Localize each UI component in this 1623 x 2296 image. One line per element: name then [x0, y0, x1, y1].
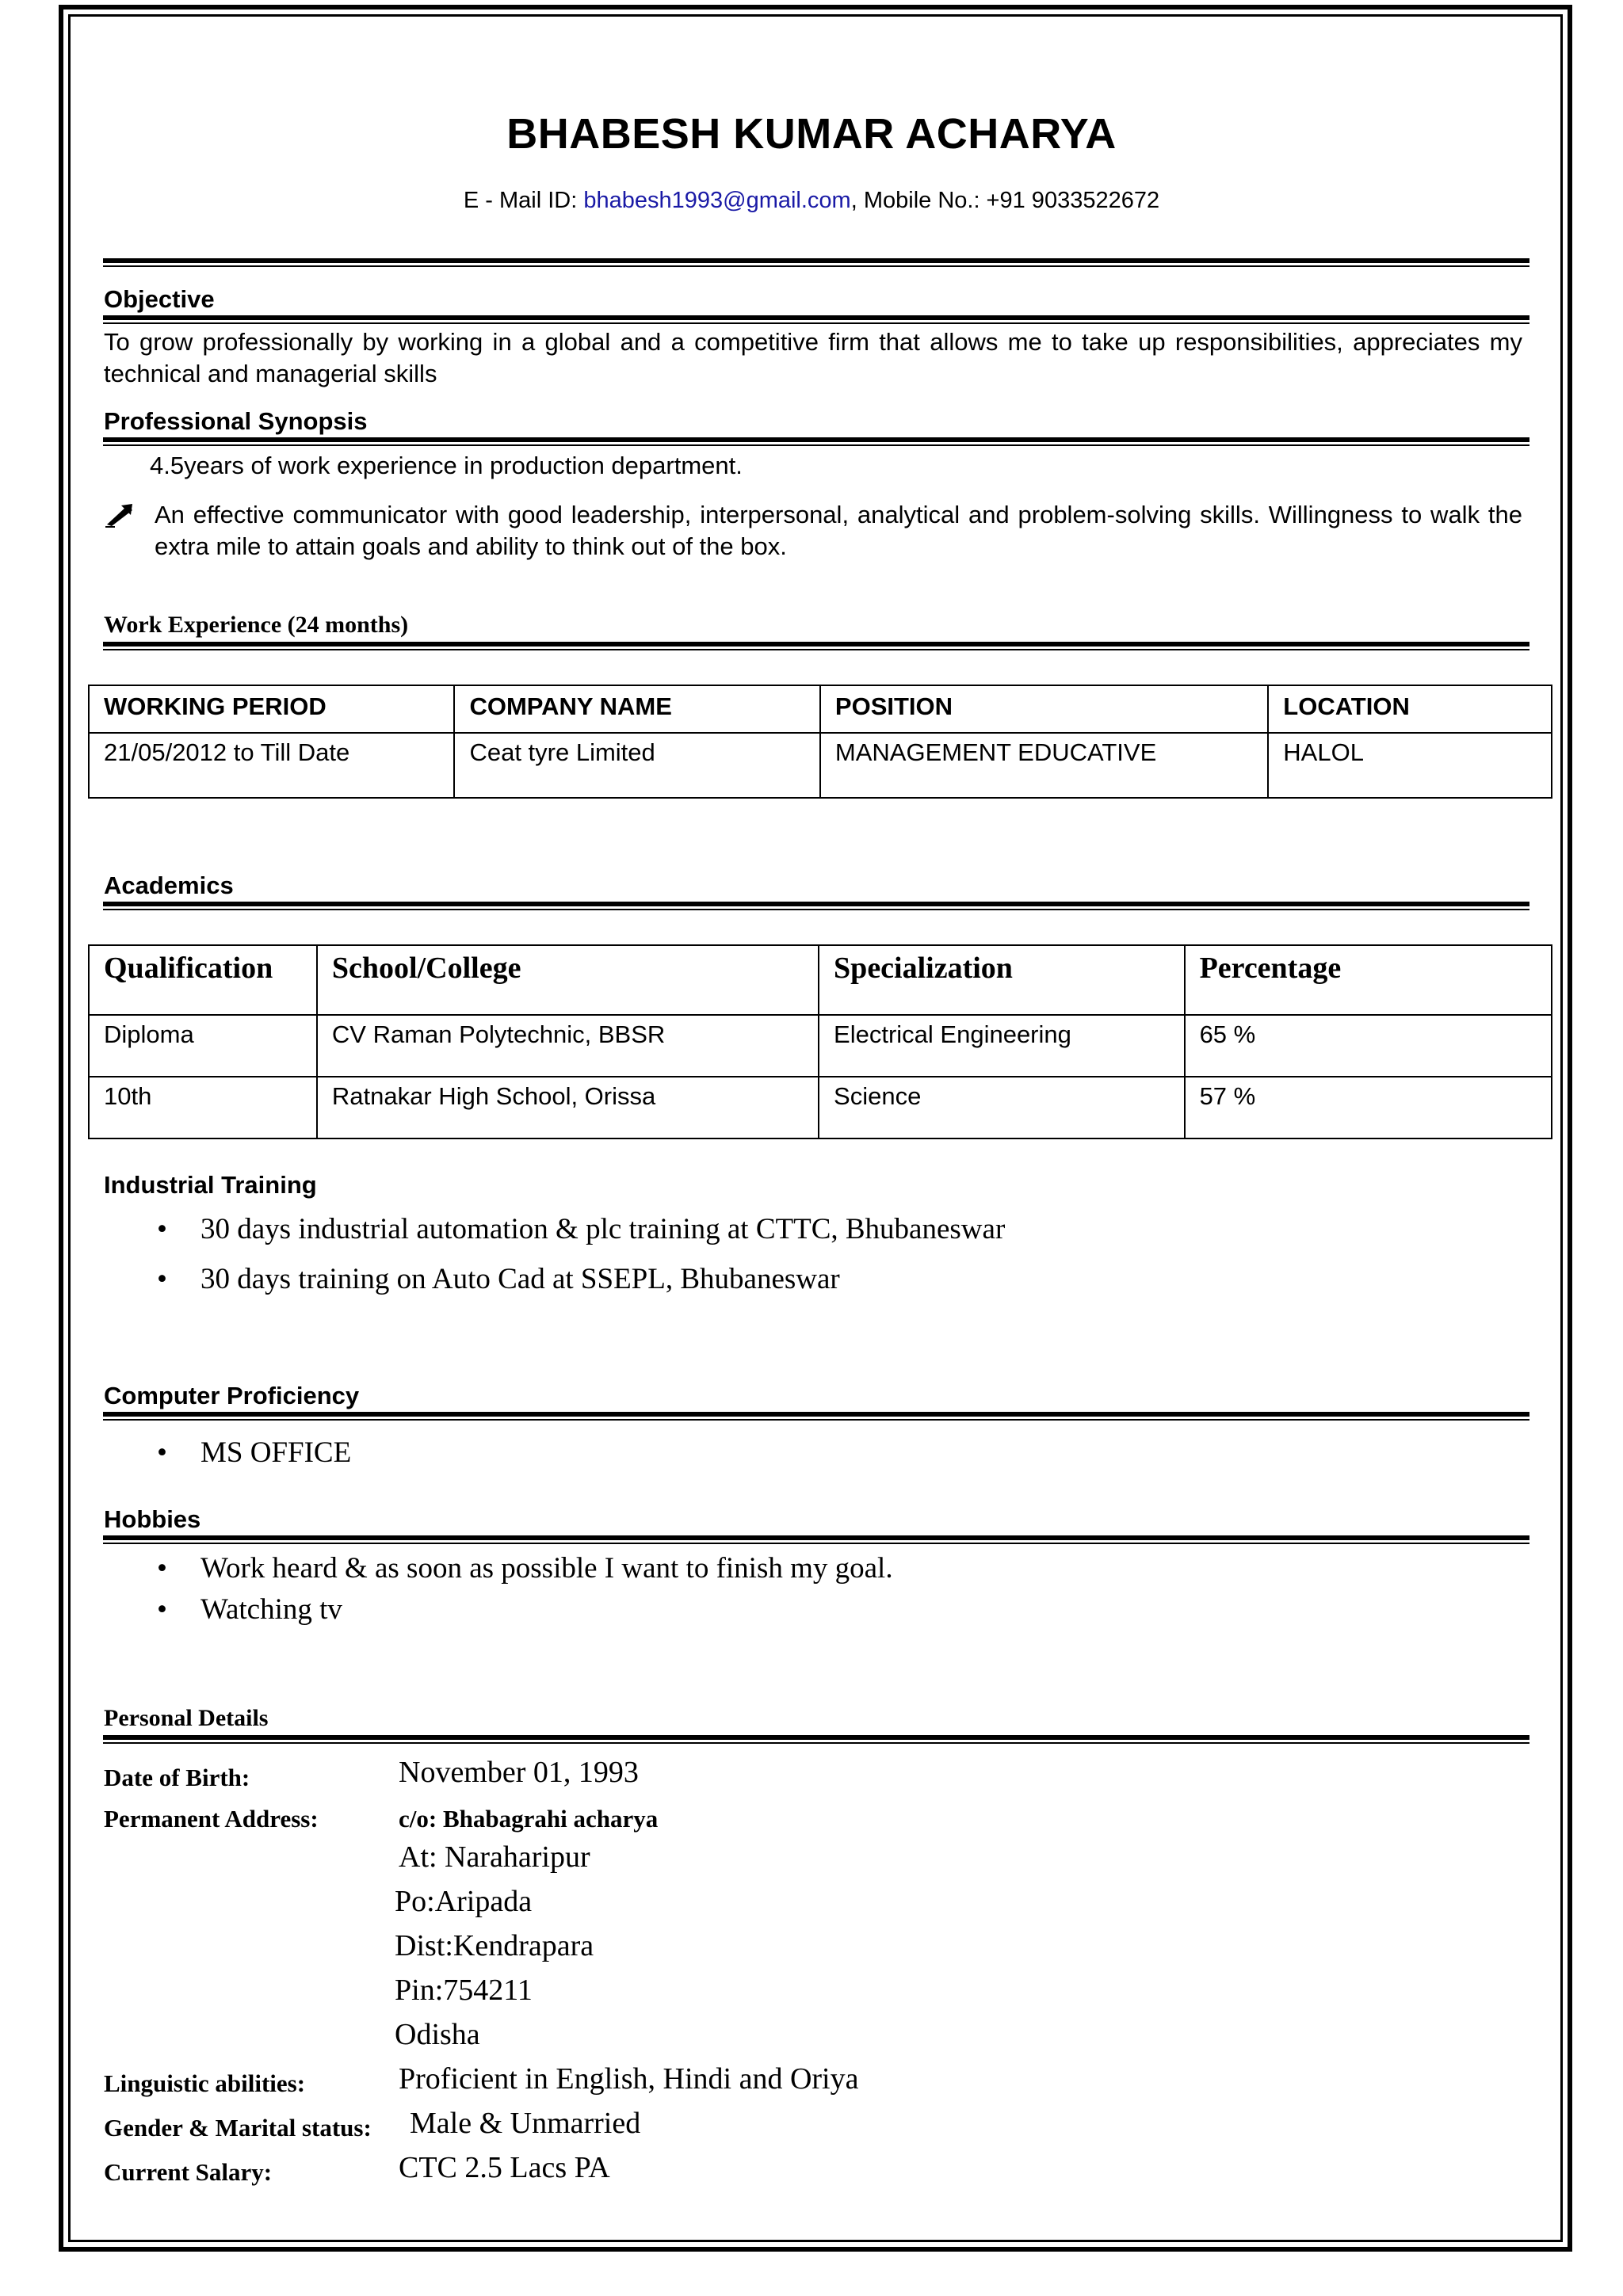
- computer-divider: [103, 1412, 1529, 1421]
- table-header: Qualification: [89, 945, 317, 1015]
- table-row: [89, 1015, 1552, 1077]
- gender-label: Gender & Marital status:: [104, 2114, 372, 2142]
- training-heading: Industrial Training: [104, 1171, 317, 1199]
- work-experience-heading: Work Experience (24 months): [104, 612, 409, 638]
- salary-value: CTC 2.5 Lacs PA: [399, 2151, 610, 2184]
- synopsis-divider: [103, 437, 1529, 446]
- table-header: Percentage: [1185, 945, 1552, 1015]
- table-header-row: [89, 685, 1552, 733]
- personal-details-heading: Personal Details: [104, 1705, 269, 1731]
- contact-line: [0, 188, 1623, 214]
- table-header: POSITION: [820, 685, 1268, 733]
- pencil-pointer-icon: [104, 501, 136, 532]
- personal-divider: [103, 1735, 1529, 1744]
- bullet-icon: •: [157, 1593, 167, 1626]
- academics-divider: [103, 902, 1529, 910]
- list-item-text: 30 days industrial automation & plc training at CTTC, Bhubaneswar: [200, 1213, 1006, 1245]
- table-header-row: [89, 945, 1552, 1015]
- table-header: LOCATION: [1268, 685, 1552, 733]
- objective-heading: Objective: [104, 285, 215, 313]
- table-cell: Diploma: [89, 1015, 317, 1077]
- linguistic-label: Linguistic abilities:: [104, 2069, 306, 2097]
- work-divider: [103, 642, 1529, 650]
- table-cell: 57 %: [1185, 1077, 1552, 1138]
- list-item: [157, 1436, 1504, 1475]
- address-label: Permanent Address:: [104, 1805, 319, 1833]
- list-item: [157, 1212, 1504, 1252]
- bullet-icon: •: [157, 1436, 167, 1469]
- gender-value: Male & Unmarried: [410, 2107, 641, 2140]
- table-cell: Ratnakar High School, Orissa: [317, 1077, 819, 1138]
- address-line: Odisha: [395, 2018, 480, 2051]
- table-header: COMPANY NAME: [454, 685, 819, 733]
- table-cell: 10th: [89, 1077, 317, 1138]
- bullet-icon: •: [157, 1213, 167, 1245]
- table-cell: Science: [819, 1077, 1185, 1138]
- synopsis-experience: 4.5years of work experience in production department.: [150, 452, 743, 479]
- table-cell: CV Raman Polytechnic, BBSR: [317, 1015, 819, 1077]
- list-item-text: Watching tv: [200, 1593, 342, 1626]
- work-experience-table: [88, 685, 1552, 799]
- table-cell: Ceat tyre Limited: [454, 733, 819, 798]
- bullet-icon: •: [157, 1552, 167, 1585]
- list-item-text: Work heard & as soon as possible I want to finish my goal.: [200, 1552, 893, 1585]
- computer-heading: Computer Proficiency: [104, 1382, 360, 1409]
- synopsis-skills: An effective communicator with good leadership, interpersonal, analytical and problem-solving skills. Willingness to walk the extra mile to attain goals and ability to think out of the box.: [155, 501, 1522, 560]
- candidate-name: BHABESH KUMAR ACHARYA: [506, 110, 1117, 158]
- academics-table: [88, 944, 1552, 1139]
- list-item: [157, 1551, 1504, 1591]
- table-row: [89, 733, 1552, 798]
- table-cell: HALOL: [1268, 733, 1552, 798]
- address-line: At: Naraharipur: [399, 1840, 590, 1874]
- address-care-of: c/o: Bhabagrahi acharya: [399, 1805, 659, 1833]
- address-line: Po:Aripada: [395, 1885, 533, 1918]
- header-divider: [103, 258, 1529, 267]
- objective-divider: [103, 315, 1529, 324]
- list-item-text: MS OFFICE: [200, 1436, 352, 1469]
- hobbies-heading: Hobbies: [104, 1505, 201, 1533]
- email-link[interactable]: bhabesh1993@gmail.com: [583, 188, 851, 213]
- bullet-icon: •: [157, 1263, 167, 1295]
- table-header: School/College: [317, 945, 819, 1015]
- table-cell: 65 %: [1185, 1015, 1552, 1077]
- linguistic-value: Proficient in English, Hindi and Oriya: [399, 2062, 859, 2096]
- list-item: [157, 1592, 1504, 1632]
- salary-label: Current Salary:: [104, 2158, 273, 2186]
- table-row: [89, 1077, 1552, 1138]
- objective-text: To grow professionally by working in a global and a competitive firm that allows me to take up responsibilities, appreciates my technical and managerial skills: [104, 328, 1522, 387]
- table-cell: Electrical Engineering: [819, 1015, 1185, 1077]
- address-line: Dist:Kendrapara: [395, 1929, 594, 1962]
- table-cell: MANAGEMENT EDUCATIVE: [820, 733, 1268, 798]
- list-item: [157, 1262, 1504, 1302]
- table-header: WORKING PERIOD: [89, 685, 454, 733]
- email-label: E - Mail ID:: [463, 188, 584, 213]
- address-line: Pin:754211: [395, 1974, 533, 2007]
- dob-value: November 01, 1993: [399, 1756, 639, 1789]
- table-cell: 21/05/2012 to Till Date: [89, 733, 454, 798]
- table-header: Specialization: [819, 945, 1185, 1015]
- dob-label: Date of Birth:: [104, 1764, 250, 1791]
- academics-heading: Academics: [104, 871, 234, 899]
- hobbies-divider: [103, 1535, 1529, 1544]
- synopsis-heading: Professional Synopsis: [104, 407, 368, 435]
- list-item-text: 30 days training on Auto Cad at SSEPL, Bhubaneswar: [200, 1263, 840, 1295]
- mobile-number: , Mobile No.: +91 9033522672: [850, 188, 1160, 213]
